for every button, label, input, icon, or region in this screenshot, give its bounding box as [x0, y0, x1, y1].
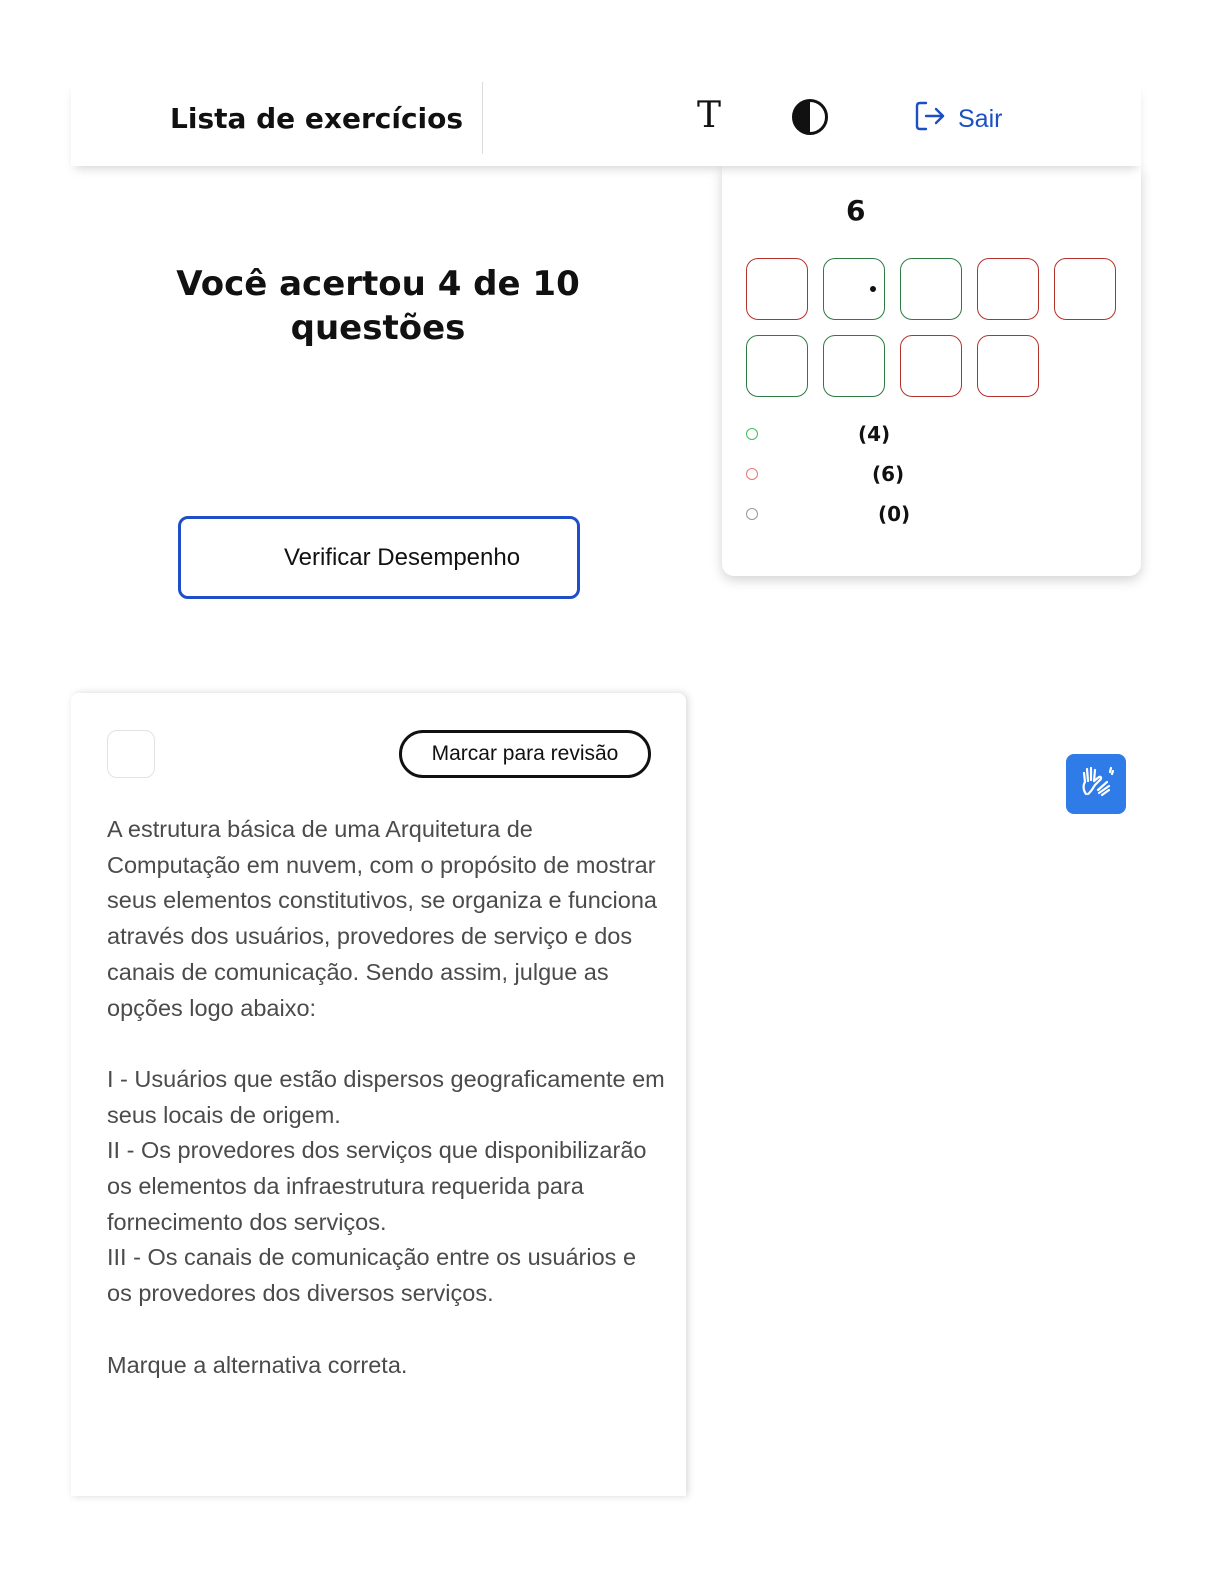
- header-divider: [482, 82, 483, 154]
- text-size-icon[interactable]: T: [696, 95, 721, 136]
- unanswered-dot-icon: [746, 508, 758, 520]
- question-cell-8[interactable]: [823, 335, 885, 397]
- question-cell-5[interactable]: [1054, 258, 1116, 320]
- correct-count: (4): [858, 422, 891, 446]
- contrast-icon[interactable]: [791, 98, 829, 136]
- exit-button[interactable]: [914, 102, 1002, 136]
- question-cell-7[interactable]: [746, 335, 808, 397]
- logout-icon: [914, 100, 946, 139]
- question-cell-6[interactable]: [870, 286, 876, 292]
- page-title: Lista de exercícios: [170, 102, 464, 135]
- unanswered-count: (0): [878, 502, 911, 526]
- statement-item: II - Os provedores dos serviços que disponibilizarão os elementos da infraestrutura requerida para fornecimento dos serviços.: [107, 1137, 647, 1235]
- wrong-count: (6): [872, 462, 905, 486]
- question-card: [71, 693, 686, 1496]
- correct-dot-icon: [746, 428, 758, 440]
- question-cell-3[interactable]: [900, 258, 962, 320]
- question-grid: [746, 258, 1116, 397]
- question-instruction: Marque a alternativa correta.: [107, 1351, 408, 1378]
- statement-item: I - Usuários que estão dispersos geograficamente em seus locais de origem.: [107, 1065, 665, 1128]
- mark-for-review-button[interactable]: Marcar para revisão: [399, 730, 651, 778]
- exit-label: Sair: [958, 104, 1003, 133]
- statement-item: III - Os canais de comunicação entre os usuários e os provedores dos diversos serviços.: [107, 1244, 637, 1307]
- top-bar: [71, 82, 1141, 166]
- sign-language-icon: [1078, 764, 1114, 805]
- question-cell-1[interactable]: [746, 258, 808, 320]
- check-performance-button[interactable]: Verificar Desempenho: [178, 516, 580, 599]
- question-cell-9[interactable]: [900, 335, 962, 397]
- result-summary: Você acertou 4 de 10 questões: [176, 264, 580, 348]
- question-intro: A estrutura básica de uma Arquitetura de Computação em nuvem, com o propósito de mostrar seus elementos constitutivos, se organiza e funciona através dos usuários, provedores de serviço e dos canais de comunicação. Sendo assim, julgue as opções logo abaixo:: [107, 816, 657, 1021]
- question-checkbox[interactable]: [107, 730, 155, 778]
- question-text: [107, 812, 667, 1383]
- question-cell-4[interactable]: [977, 258, 1039, 320]
- question-navigator-panel: [722, 166, 1141, 576]
- question-cell-10[interactable]: [977, 335, 1039, 397]
- sign-language-button[interactable]: [1066, 754, 1126, 814]
- current-question-number: 6: [846, 194, 866, 227]
- wrong-dot-icon: [746, 468, 758, 480]
